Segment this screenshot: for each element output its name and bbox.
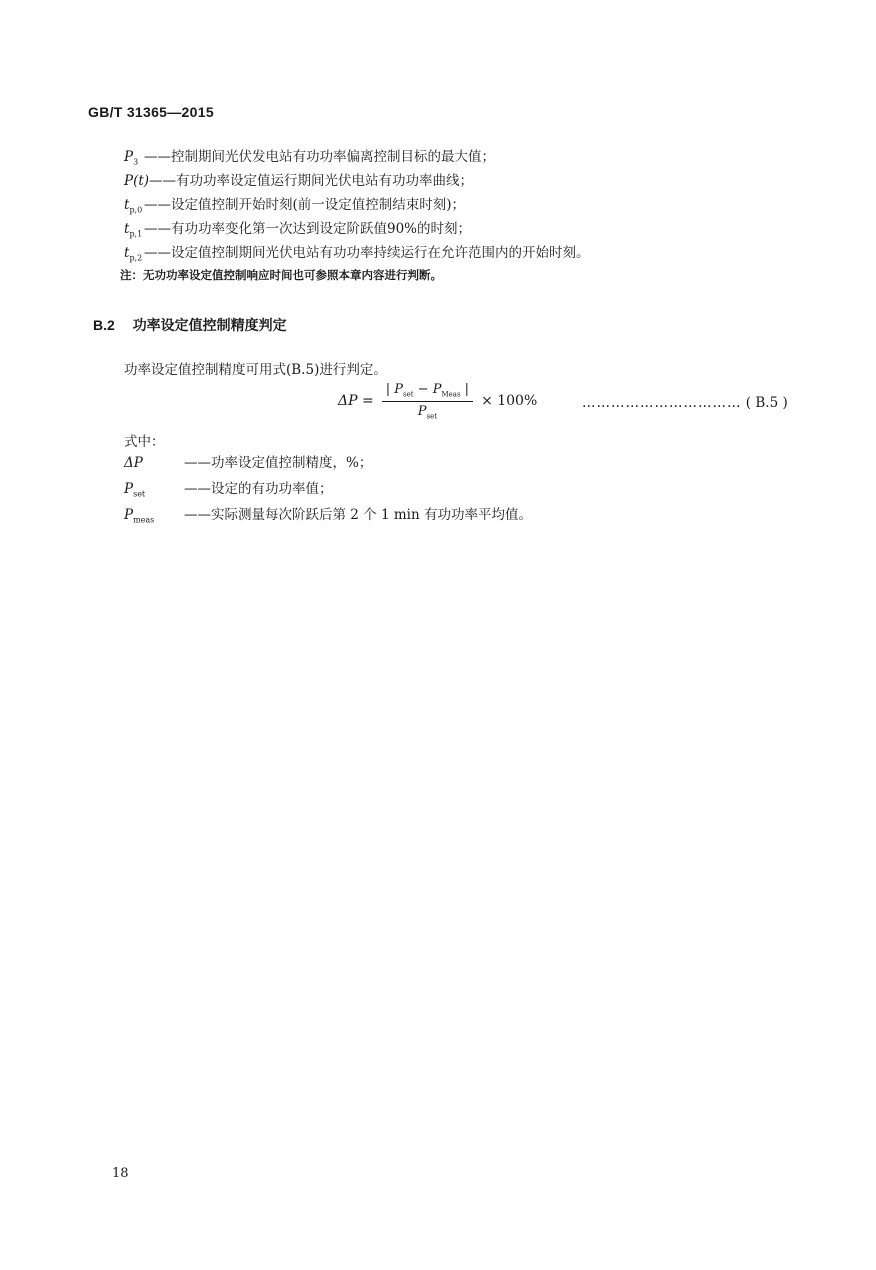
symbol: ΔP [124, 455, 143, 471]
symbol: $P_{set}$ [124, 481, 146, 499]
section-heading [93, 315, 287, 335]
definition-text: ——设定值控制开始时刻(前一设定值控制结束时刻)； [144, 197, 466, 213]
formula-lhs: ΔP = [338, 393, 374, 410]
paragraph: 功率设定值控制精度可用式(B.5)进行判定。 [124, 362, 387, 378]
formula-tail: × 100% [481, 393, 538, 410]
symbol: $P_3$ [124, 149, 139, 167]
definition-text: ——有功功率变化第一次达到设定阶跃值90%的时刻； [144, 221, 472, 237]
symbol: $t_{p,2}$ [124, 245, 143, 263]
page-number: 18 [112, 1166, 129, 1181]
fraction-denominator: $P_{set}$ [417, 403, 438, 421]
symbol: $t_{p,1}$ [124, 221, 143, 239]
definitions-list-top [124, 145, 590, 265]
where-label: 式中： [124, 434, 165, 450]
definition-row [124, 503, 532, 529]
symbol: $P_{meas}$ [124, 507, 155, 525]
definition-row [124, 169, 590, 193]
definition-text: ——有功功率设定值运行期间光伏电站有功功率曲线； [149, 173, 474, 189]
leader-dots: …………………………… [582, 395, 742, 411]
definitions-list-bottom [124, 451, 532, 529]
definition-text: ——控制期间光伏发电站有功功率偏离控制目标的最大值； [144, 149, 495, 165]
equation-number [582, 395, 788, 411]
definition-row [124, 217, 590, 241]
section-number: B.2 [93, 317, 115, 333]
definition-text: ——设定的有功功率值； [184, 481, 333, 497]
equation-label: ( B.5 ) [745, 395, 788, 411]
fraction-numerator: | $P_{set} - P_{Meas}$ | [382, 382, 473, 402]
symbol: P(t) [124, 173, 150, 189]
document-header: GB/T 31365—2015 [88, 104, 214, 120]
definition-row [124, 477, 532, 503]
definition-text: ——设定值控制期间光伏电站有功功率持续运行在允许范围内的开始时刻。 [144, 245, 590, 261]
definition-row [124, 193, 590, 217]
definition-row [124, 451, 532, 477]
fraction [382, 382, 473, 420]
note: 注：无功功率设定值控制响应时间也可参照本章内容进行判断。 [120, 268, 442, 282]
formula [338, 382, 537, 420]
definition-row [124, 145, 590, 169]
section-title: 功率设定值控制精度判定 [132, 317, 287, 333]
definition-row [124, 241, 590, 265]
definition-text: ——功率设定值控制精度，%； [184, 455, 373, 471]
definition-text: ——实际测量每次阶跃后第 2 个 1 min 有功功率平均值。 [184, 507, 532, 523]
symbol: $t_{p,0}$ [124, 197, 143, 215]
